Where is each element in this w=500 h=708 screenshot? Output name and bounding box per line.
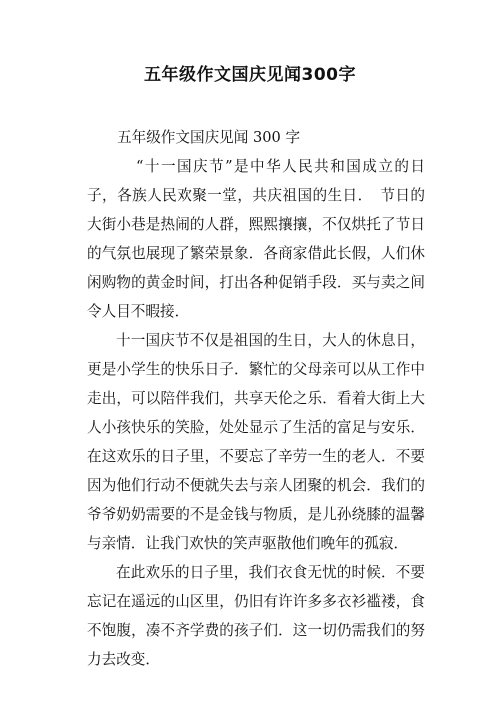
paragraph-2: 十一国庆节不仅是祖国的生日，大人的休息日，更是小学生的快乐日子．繁忙的父母亲可以从工作中走出，可以陪伴我们，共享天伦之乐．看着大街上大人小孩快乐的笑脸，处处显示了生活的富足与安乐．在这欢乐的日子里，不要忘了辛劳一生的老人．不要因为他们行动不便就失去与亲人团聚的机会．我们的爷爷奶奶需要的不是金钱与物质，是儿孙绕膝的温馨与亲情．让我门欢快的笑声驱散他们晚年的孤寂． (87, 332, 425, 552)
paragraph-1: “十一国庆节”是中华人民共和国成立的日子，各族人民欢聚一堂，共庆祖国的生日． 节日的大街小巷是热闹的人群，熙熙攘攘，不仅烘托了节日的气氛也展现了繁荣景象．各商家借此长假，人们休闲购物的黄金时间，打出各种促销手段．买与卖之间令人目不暇接． (87, 158, 425, 320)
paragraph-3: 在此欢乐的日子里，我们衣食无忧的时候．不要忘记在遥远的山区里，仍旧有许许多多衣衫褴褛，食不饱腹，凑不齐学费的孩子们．这一切仍需我们的努力去改变． (87, 564, 425, 668)
document-title: 五年级作文国庆见闻300字 (144, 65, 356, 85)
document-body (87, 123, 425, 674)
document-subtitle: 五年级作文国庆见闻 300 字 (117, 129, 301, 146)
